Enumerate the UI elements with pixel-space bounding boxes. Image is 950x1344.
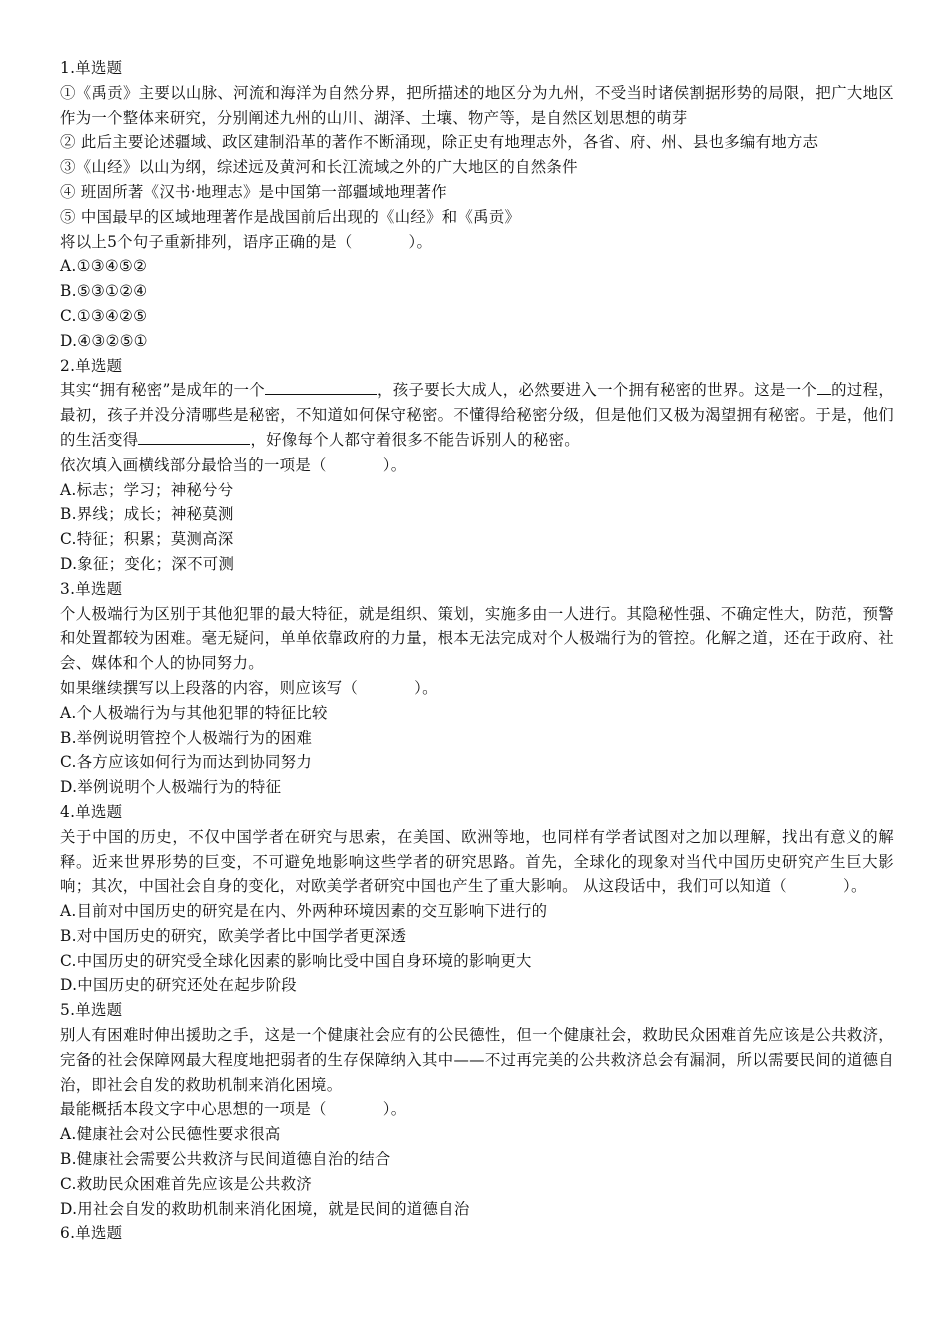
question-3-option-b: B.举例说明管控个人极端行为的困难 <box>60 728 313 747</box>
question-5-stem-before: 最能概括本段文字中心思想的一项是（ <box>60 1100 327 1119</box>
question-4-option-a: A.目前对中国历史的研究是在内、外两种环境因素的交互影响下进行的 <box>60 902 548 921</box>
question-5-option-b: B.健康社会需要公共救济与民间道德自治的结合 <box>60 1150 391 1169</box>
question-5-option-a: A.健康社会对公民德性要求很高 <box>60 1125 281 1144</box>
question-2-stem-before: 依次填入画横线部分最恰当的一项是（ <box>60 455 327 474</box>
question-3-stem-after: ）。 <box>414 678 438 697</box>
question-1-sentence-3: ③《山经》以山为纲，综述远及黄河和长江流域之外的广大地区的自然条件 <box>60 158 578 177</box>
question-6-header: 6.单选题 <box>60 1224 123 1243</box>
question-1-option-b: B.⑤③①②④ <box>60 282 148 301</box>
question-1-header: 1.单选题 <box>60 59 123 77</box>
question-4-header: 4.单选题 <box>60 802 123 821</box>
question-2-passage-part-2: ，孩子要长大成人，必然要进入一个拥有秘密的世界。这是一个 <box>377 381 818 400</box>
question-2-option-c: C.特征；积累；莫测高深 <box>60 530 234 549</box>
question-3-stem-before: 如果继续撰写以上段落的内容，则应该写（ <box>60 678 359 697</box>
question-1-sentence-2: ② 此后主要论述疆域、政区建制沿革的著作不断涌现，除正史有地理志外，各省、府、州、县也多编有地方志 <box>60 133 819 152</box>
question-2-option-b: B.界线；成长；神秘莫测 <box>60 505 234 524</box>
question-5-stem-after: ）。 <box>382 1100 407 1119</box>
question-2-passage-part-4: ，好像每个人都守着很多不能告诉别人的秘密。 <box>250 430 580 449</box>
question-1-stem-after: ）。 <box>408 232 433 251</box>
question-4-passage-after: ）。 <box>842 877 867 896</box>
question-3-option-d: D.举例说明个人极端行为的特征 <box>60 778 282 797</box>
question-4-option-c: C.中国历史的研究受全球化因素的影响比受中国自身环境的影响更大 <box>60 951 532 970</box>
question-2-option-a: A.标志；学习；神秘兮兮 <box>60 480 234 499</box>
question-1-stem-before: 将以上5个句子重新排列，语序正确的是（ <box>60 232 353 251</box>
question-2-option-d: D.象征；变化；深不可测 <box>60 554 235 573</box>
fill-blank-3 <box>138 430 250 445</box>
question-1-sentence-4: ④ 班固所著《汉书·地理志》是中国第一部疆域地理著作 <box>60 182 447 201</box>
question-1-stem <box>60 230 894 255</box>
question-1-sentence-5: ⑤ 中国最早的区域地理著作是战国前后出现的《山经》和《禹贡》 <box>60 207 521 226</box>
question-4-passage-before: 关于中国的历史，不仅中国学者在研究与思索，在美国、欧洲等地，也同样有学者试图对之加以理解，找出有意义的解释。近来世界形势的巨变，不可避免地影响这些学者的研究思路。首先，全球化的现象对当代中国历史研究产生巨大影响；其次，中国社会自身的变化，对欧美学者研究中国也产生了重大影响。 从这段话中，我们可以知道（ <box>60 827 894 896</box>
question-3-option-a: A.个人极端行为与其他犯罪的特征比较 <box>60 703 328 722</box>
question-2-passage-part-1: 其实“拥有秘密”是成年的一个 <box>60 381 266 400</box>
question-5-stem <box>60 1097 894 1122</box>
question-3-option-c: C.各方应该如何行为而达到协同努力 <box>60 753 313 772</box>
question-4-passage <box>60 825 894 899</box>
question-1-option-d: D.④③②⑤① <box>60 331 148 350</box>
question-3-header: 3.单选题 <box>60 579 123 598</box>
question-2-passage <box>60 378 894 452</box>
question-2-passage-part-3: 的过程，最初，孩子并没分清哪些是秘密，不知道如何保守秘密。不懂得给秘密分级，但是他们又极为渴望拥有秘密。于是，他们的生活变得 <box>60 381 895 449</box>
question-2-stem-after: ）。 <box>382 455 407 474</box>
question-5-passage: 别人有困难时伸出援助之手，这是一个健康社会应有的公民德性，但一个健康社会，救助民众困难首先应该是公共救济，完备的社会保障网最大程度地把弱者的生存保障纳入其中——不过再完美的公共救济总会有漏洞，所以需要民间的道德自治，即社会自发的救助机制来消化困境。 <box>60 1026 894 1094</box>
question-1-option-c: C.①③④②⑤ <box>60 306 148 325</box>
question-5-option-d: D.用社会自发的救助机制来消化困境，就是民间的道德自治 <box>60 1199 470 1218</box>
question-2-header: 2.单选题 <box>60 356 123 375</box>
question-3-stem <box>60 676 894 701</box>
fill-blank-2 <box>817 380 831 395</box>
question-5-option-c: C.救助民众困难首先应该是公共救济 <box>60 1174 313 1193</box>
question-1-sentence-1: ①《禹贡》主要以山脉、河流和海洋为自然分界，把所描述的地区分为九州，不受当时诸侯割据形势的局限，把广大地区作为一个整体来研究，分别阐述九州的山川、湖泽、土壤、物产等，是自然区划思想的萌芽 <box>60 83 894 127</box>
question-4-option-b: B.对中国历史的研究，欧美学者比中国学者更深透 <box>60 926 407 945</box>
exam-document <box>60 56 894 1246</box>
question-5-header: 5.单选题 <box>60 1001 123 1020</box>
question-1-option-a: A.①③④⑤② <box>60 257 148 276</box>
question-2-stem <box>60 453 894 478</box>
fill-blank-1 <box>265 380 377 395</box>
question-4-option-d: D.中国历史的研究还处在起步阶段 <box>60 976 297 995</box>
question-3-passage: 个人极端行为区别于其他犯罪的最大特征，就是组织、策划，实施多由一人进行。其隐秘性强、不确定性大，防范，预警和处置都较为困难。毫无疑问，单单依靠政府的力量，根本无法完成对个人极端行为的管控。化解之道，还在于政府、社会、媒体和个人的协同努力。 <box>60 604 894 673</box>
